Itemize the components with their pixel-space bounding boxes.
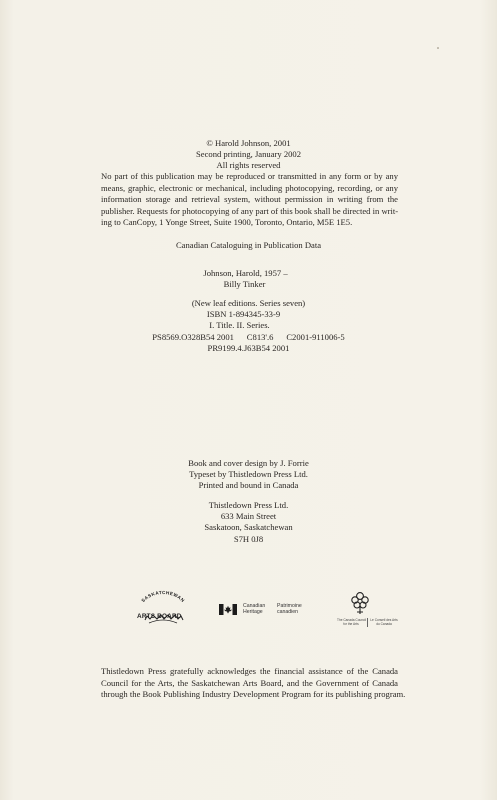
rights-notice-line: ing to CanCopy, 1 Yonge Street, Suite 1900, Toronto, Ontario, M5E 1E5. bbox=[101, 217, 353, 228]
arts-board-arc-text: SASKATCHEWAN bbox=[140, 590, 186, 604]
cip-record-details bbox=[0, 298, 497, 354]
cip-subjects: I. Title. II. Series. bbox=[209, 320, 270, 331]
council-divider bbox=[367, 618, 368, 627]
cip-series: (New leaf editions. Series seven) bbox=[191, 298, 306, 308]
acknowledgement bbox=[101, 666, 406, 701]
council-en-line: The Canada Council bbox=[337, 618, 367, 622]
svg-text:SASKATCHEWAN bbox=[140, 590, 185, 603]
cip-heading-text: Canadian Cataloguing in Publication Data bbox=[175, 240, 322, 250]
canada-flag-icon bbox=[219, 604, 237, 615]
design-credit: Book and cover design by J. Forrie bbox=[188, 458, 309, 468]
rights-notice-line: publisher. Requests for photocopying of any part of this book shall be directed in writ- bbox=[101, 205, 399, 216]
council-fr-line: du Canada bbox=[376, 622, 392, 626]
heritage-english bbox=[243, 603, 265, 615]
rights-notice-line: information storage and retrieval system, without permission in writing from the bbox=[101, 194, 398, 205]
cip-heading bbox=[0, 240, 497, 251]
acknowledgement-line: Council for the Arts, the Saskatchewan Arts Board, and the Government of Canada bbox=[101, 677, 398, 688]
rights-reserved-line: All rights reserved bbox=[216, 160, 281, 171]
council-french bbox=[370, 618, 398, 626]
publisher-street: 633 Main Street bbox=[220, 511, 277, 522]
cip-isbn: ISBN 1-894345-33-9 bbox=[206, 309, 281, 320]
typeset-credit: Typeset by Thistledown Press Ltd. bbox=[189, 469, 308, 480]
publisher-address bbox=[0, 500, 497, 545]
saskatchewan-arts-board-logo bbox=[133, 590, 193, 630]
publisher-postal-code: S7H 0J8 bbox=[233, 533, 264, 544]
rights-notice bbox=[101, 171, 398, 229]
paper-speck bbox=[437, 47, 439, 49]
acknowledgement-line: Thistledown Press gratefully acknowledges the financial assistance of the Canada bbox=[101, 666, 398, 676]
cip-title: Billy Tinker bbox=[223, 279, 266, 290]
heritage-fr-line: Patrimoine bbox=[277, 603, 302, 609]
printing-credit: Printed and bound in Canada bbox=[198, 480, 299, 491]
arts-board-name: ARTS BOARD bbox=[137, 613, 182, 620]
heritage-fr-line: canadien bbox=[277, 609, 299, 615]
arts-board-arc-icon bbox=[133, 590, 193, 626]
printing-line: Second printing, January 2002 bbox=[195, 149, 302, 160]
rights-notice-line: No part of this publication may be reproduced or transmitted in any form or by any bbox=[101, 171, 398, 181]
canada-council-logo bbox=[337, 590, 399, 636]
rights-notice-line: means, graphic, electronic or mechanical, including photocopying, recording, or any bbox=[101, 182, 398, 193]
funder-logos bbox=[0, 590, 497, 640]
acknowledgement-line: through the Book Publishing Industry Development Program for its publishing program. bbox=[101, 689, 406, 700]
copyright-line: © Harold Johnson, 2001 bbox=[206, 138, 291, 148]
cip-classification: PS8569.O328B54 2001 C813'.6 C2001-911006-5 bbox=[152, 331, 345, 342]
heritage-en-line: Canadian bbox=[243, 603, 266, 609]
canada-council-emblem-icon bbox=[349, 590, 371, 616]
publisher-name: Thistledown Press Ltd. bbox=[208, 500, 289, 510]
council-en-line: for the Arts bbox=[343, 622, 359, 626]
council-fr-line: Le Conseil des Arts bbox=[370, 618, 398, 622]
cip-classification-2: PR9199.4.J63B54 2001 bbox=[207, 342, 290, 353]
canadian-heritage-logo bbox=[219, 602, 319, 622]
heritage-french bbox=[277, 603, 302, 615]
council-english bbox=[337, 618, 365, 626]
cip-record bbox=[0, 268, 497, 290]
copyright-block bbox=[0, 138, 497, 172]
heritage-en-line: Heritage bbox=[243, 609, 263, 615]
credits-block bbox=[0, 458, 497, 492]
publisher-city: Saskatoon, Saskatchewan bbox=[204, 522, 293, 533]
cip-author: Johnson, Harold, 1957 – bbox=[203, 268, 288, 278]
